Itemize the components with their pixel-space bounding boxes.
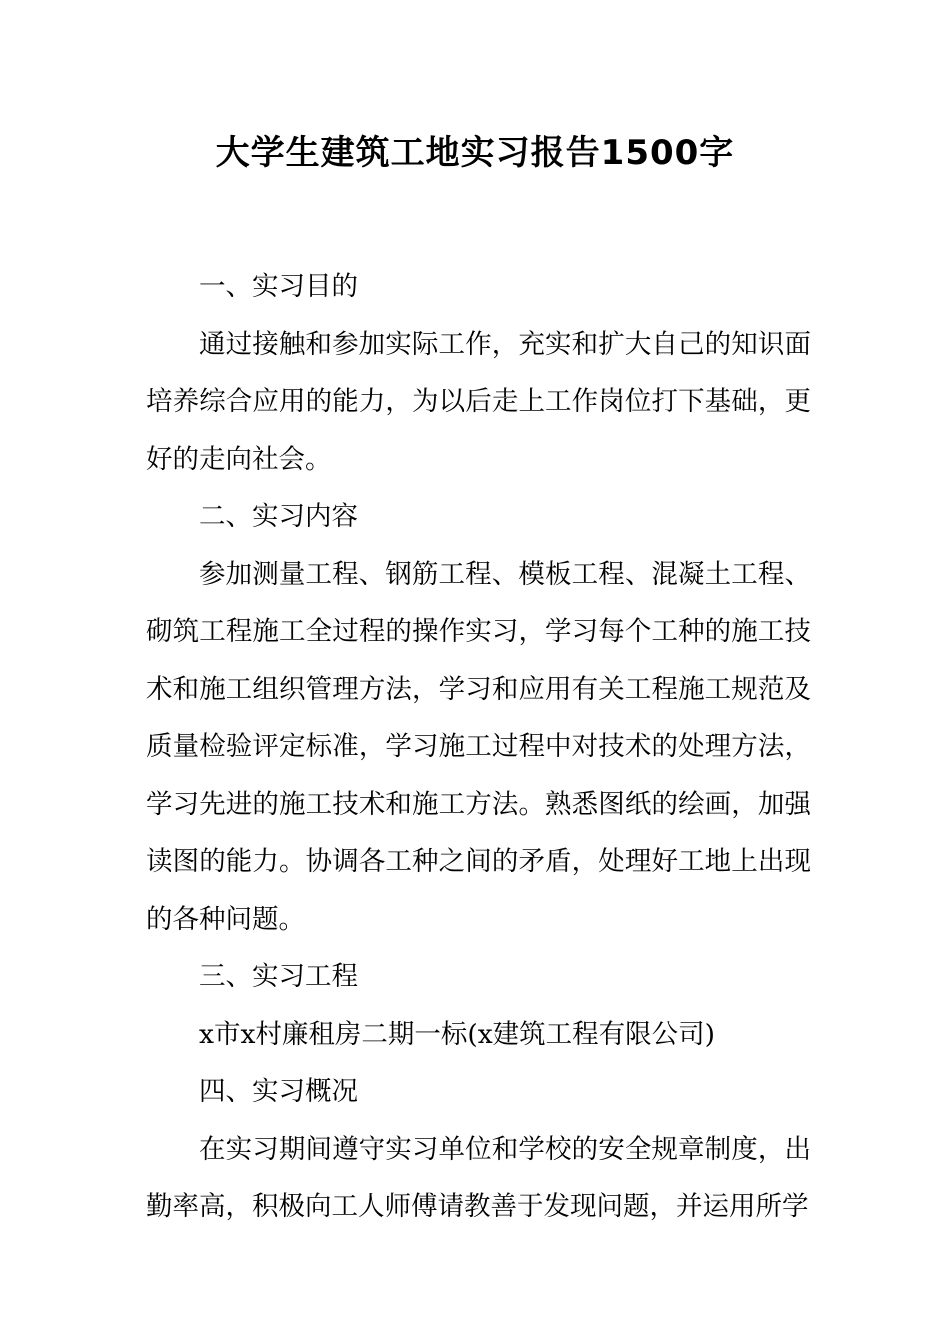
section-heading-purpose: 一、实习目的: [199, 271, 358, 302]
document-title: 大学生建筑工地实习报告1500字: [215, 133, 735, 173]
paragraph-purpose: 通过接触和参加实际工作，充实和扩大自己的知识面培养综合应用的能力，为以后走上工作岗位打下基础，更好的走向社会。: [146, 328, 811, 475]
paragraph-overview: 在实习期间遵守实习单位和学校的安全规章制度，出勤率高，积极向工人师傅请教善于发现问题，并运用所学: [146, 1133, 811, 1222]
section-heading-overview: 四、实习概况: [199, 1076, 358, 1107]
paragraph-content: 参加测量工程、钢筋工程、模板工程、混凝土工程、砌筑工程施工全过程的操作实习，学习每个工种的施工技术和施工组织管理方法，学习和应用有关工程施工规范及质量检验评定标准，学习施工过程中对技术的处理方法，学习先进的施工技术和施工方法。熟悉图纸的绘画，加强读图的能力。协调各工种之间的矛盾，处理好工地上出现的各种问题。: [146, 558, 811, 935]
document-body: [146, 258, 811, 1236]
paragraph-project: x市x村廉租房二期一标(x建筑工程有限公司): [199, 1018, 716, 1050]
section-heading-content: 二、实习内容: [199, 501, 358, 532]
section-heading-project: 三、实习工程: [199, 961, 358, 992]
